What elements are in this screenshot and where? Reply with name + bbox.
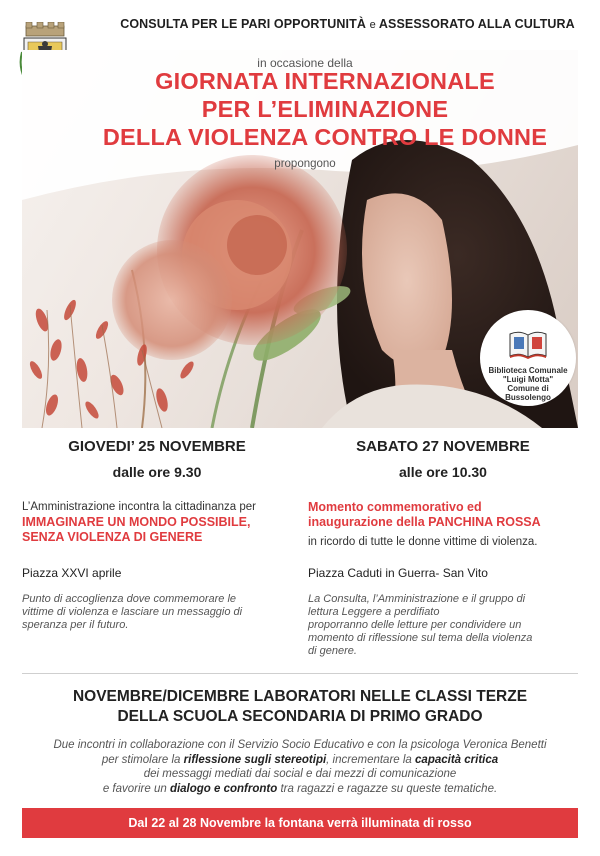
section-divider [22, 673, 578, 674]
pre-title: in occasione della [257, 56, 353, 70]
workshops-line4-text: tra ragazzi e ragazze su queste tematiche. [277, 782, 498, 795]
event-intro: L’Amministrazione incontra la cittadinanza per [22, 501, 256, 513]
library-name [484, 366, 572, 402]
workshops-line3: dei messaggi mediati dai social e dai mezzi di comunicazione [143, 768, 457, 780]
workshops-line4-emphasis: dialogo e confronto [169, 782, 278, 795]
organizer-assessorato: ASSESSORATO ALLA CULTURA [378, 17, 575, 31]
event-headline [308, 500, 588, 530]
library-name-line2: "Luigi Motta" [502, 375, 554, 384]
event-description-line1: Punto di accoglienza dove commemorare le [22, 593, 237, 605]
event-title-line3: DELLA VIOLENZA CONTRO LE DONNE [102, 124, 548, 150]
organizer-conjunction: e [369, 19, 376, 31]
event-description-line2: lettura Leggere a perdifiato [308, 606, 440, 618]
event-headline-line1: IMMAGINARE UN MONDO POSSIBILE, [22, 515, 251, 529]
workshops-line2-text: , incrementare la [326, 753, 416, 766]
workshops-title-line1: NOVEMBRE/DICEMBRE LABORATORI NELLE CLASSI TERZE [72, 688, 528, 705]
open-book-icon [508, 328, 548, 360]
workshops-line2-emphasis: capacità critica [415, 753, 499, 766]
workshops-line4 [22, 782, 578, 797]
event-description-line3: proporranno delle letture per condividere un [308, 619, 522, 631]
workshops-title [22, 687, 578, 727]
event-saturday [308, 438, 578, 480]
workshops-line1: Due incontri in collaborazione con il Servizio Socio Educativo e con la psicologa Veronica Benetti [53, 739, 547, 751]
event-title-line1: GIORNATA INTERNAZIONALE [155, 68, 495, 94]
workshops-line2-emphasis: riflessione sugli stereotipi [183, 753, 327, 766]
event-headline-line1: Momento commemorativo ed [308, 500, 482, 514]
event-place: Piazza Caduti in Guerra- San Vito [308, 566, 488, 580]
library-name-line1: Biblioteca Comunale [488, 366, 568, 375]
event-headline [22, 515, 292, 545]
event-description-line5: di genere. [308, 645, 357, 657]
event-description-line2: vittime di violenza e lasciare un messaggio di [22, 606, 243, 618]
event-place: Piazza XXVI aprile [22, 566, 122, 580]
event-description-line1: La Consulta, l’Amministrazione e il gruppo di [308, 593, 526, 605]
workshops-line2-text: per stimolare la [101, 753, 184, 766]
event-description-line4: momento di riflessione sul tema della violenza [308, 632, 533, 644]
event-time: alle ore 10.30 [399, 464, 487, 480]
workshops-line2 [22, 753, 578, 768]
post-title: propongono [274, 158, 336, 170]
library-badge [480, 310, 576, 406]
fountain-banner: Dal 22 al 28 Novembre la fontana verrà illuminata di rosso [22, 808, 578, 838]
event-headline-line2: SENZA VIOLENZA DI GENERE [22, 530, 203, 544]
event-headline-line2: inaugurazione della PANCHINA ROSSA [308, 515, 541, 529]
event-date: GIOVEDI’ 25 NOVEMBRE [68, 438, 246, 455]
event-intro: in ricordo di tutte le donne vittime di violenza. [308, 536, 538, 548]
workshops-title-line2: DELLA SCUOLA SECONDARIA DI PRIMO GRADO [117, 708, 483, 725]
workshops-line4-text: e favorire un [102, 782, 170, 795]
workshops-description [22, 738, 578, 796]
event-time: dalle ore 9.30 [112, 464, 202, 480]
event-thursday [22, 438, 292, 480]
library-name-line3: Comune di Bussolengo [505, 384, 551, 402]
organizer-consulta: CONSULTA PER LE PARI OPPORTUNITÀ [120, 17, 366, 31]
event-description-line3: speranza per il futuro. [22, 619, 129, 631]
event-title [22, 67, 578, 151]
organizers-line [95, 17, 600, 31]
event-description [22, 593, 292, 632]
event-date: SABATO 27 NOVEMBRE [356, 438, 530, 455]
event-title-line2: PER L’ELIMINAZIONE [201, 96, 449, 122]
hero-photo [22, 50, 578, 428]
event-description [308, 593, 588, 658]
